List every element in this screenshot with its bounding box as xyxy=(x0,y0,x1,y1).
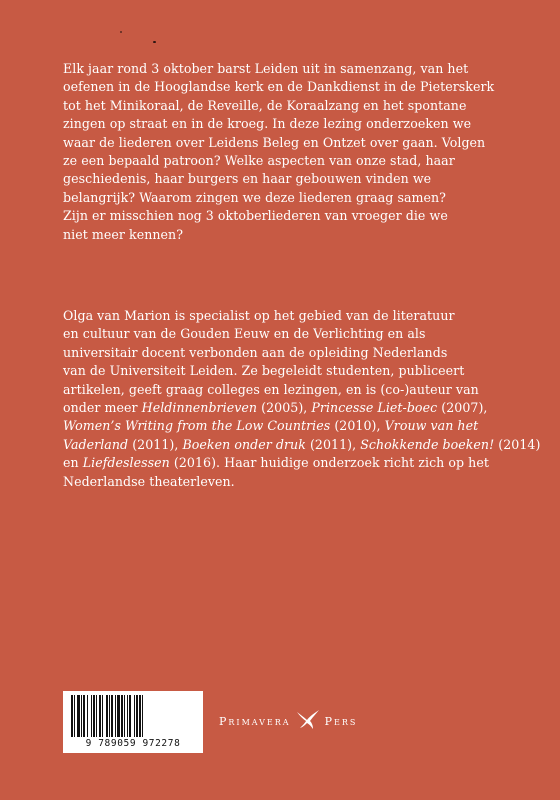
book-title: Women’s Writing from the Low Countries xyxy=(63,418,331,434)
swallow-icon xyxy=(295,708,321,734)
isbn-number: 9 789059 972278 xyxy=(85,738,181,749)
bio-line: Nederlandse theaterleven. xyxy=(63,473,235,489)
book-title: Princesse Liet-boec xyxy=(311,400,438,416)
publisher-name-right: Pers xyxy=(324,714,358,728)
description-line: belangrijk? Waarom zingen we deze liederen graag samen? xyxy=(63,189,446,205)
bio-text: (2010), xyxy=(330,418,385,434)
book-title: Schokkende boeken! xyxy=(360,436,495,452)
bio-line: van de Universiteit Leiden. Ze begeleidt studenten, publiceert xyxy=(63,363,465,379)
bio-line: en cultuur van de Gouden Eeuw en de Verlichting en als xyxy=(63,326,426,342)
book-title: Heldinnenbrieven xyxy=(141,400,258,416)
book-title: Boeken onder druk xyxy=(182,436,306,452)
barcode-bars xyxy=(69,695,197,737)
bio-text: (2016). Haar huidige onderzoek richt zich op het xyxy=(169,455,489,471)
bio-line xyxy=(63,417,503,435)
bio-text: (2005), xyxy=(257,400,312,416)
description-line: Elk jaar rond 3 oktober barst Leiden uit in samenzang, van het xyxy=(63,61,469,76)
author-bio xyxy=(63,307,541,491)
bio-line xyxy=(63,436,541,454)
book-title: Vaderland xyxy=(63,436,129,452)
bio-line: universitair docent verbonden aan de opleiding Nederlands xyxy=(63,344,448,360)
bio-text: en xyxy=(63,455,83,471)
book-title: Liefdeslessen xyxy=(82,455,170,471)
bio-text: (2014) xyxy=(494,436,541,452)
bio-line: Olga van Marion is specialist op het gebied van de literatuur xyxy=(63,308,455,323)
book-title: Vrouw van het xyxy=(384,418,479,434)
description-line: zingen op straat en in de kroeg. In deze lezing onderzoeken we xyxy=(63,116,472,132)
description-line: waar de liederen over Leidens Beleg en Ontzet over gaan. Volgen xyxy=(63,134,486,150)
isbn-barcode xyxy=(63,691,203,753)
publisher-name-left: Primavera xyxy=(219,714,291,728)
description-line: tot het Minikoraal, de Reveille, de Koraalzang en het spontane xyxy=(63,97,467,113)
bio-line xyxy=(63,399,503,417)
description-line: geschiedenis, haar burgers en haar gebouwen vinden we xyxy=(63,171,432,187)
bio-line xyxy=(63,454,503,472)
description-line: ze een bepaald patroon? Welke aspecten van onze stad, haar xyxy=(63,153,455,169)
bio-text: onder meer xyxy=(63,400,142,416)
description-line: oefenen in de Hooglandse kerk en de Dankdienst in de Pieterskerk xyxy=(63,79,495,95)
book-description xyxy=(63,60,503,244)
bio-text: (2007), xyxy=(437,400,488,416)
bio-line: artikelen, geeft graag colleges en lezingen, en is (co-)auteur van xyxy=(63,381,479,397)
bio-text: (2011), xyxy=(128,436,183,452)
description-line: niet meer kennen? xyxy=(63,226,183,242)
bio-text: (2011), xyxy=(305,436,361,452)
description-line: Zijn er misschien nog 3 oktoberliederen van vroeger die we xyxy=(63,208,448,224)
publisher-logo xyxy=(219,708,459,734)
